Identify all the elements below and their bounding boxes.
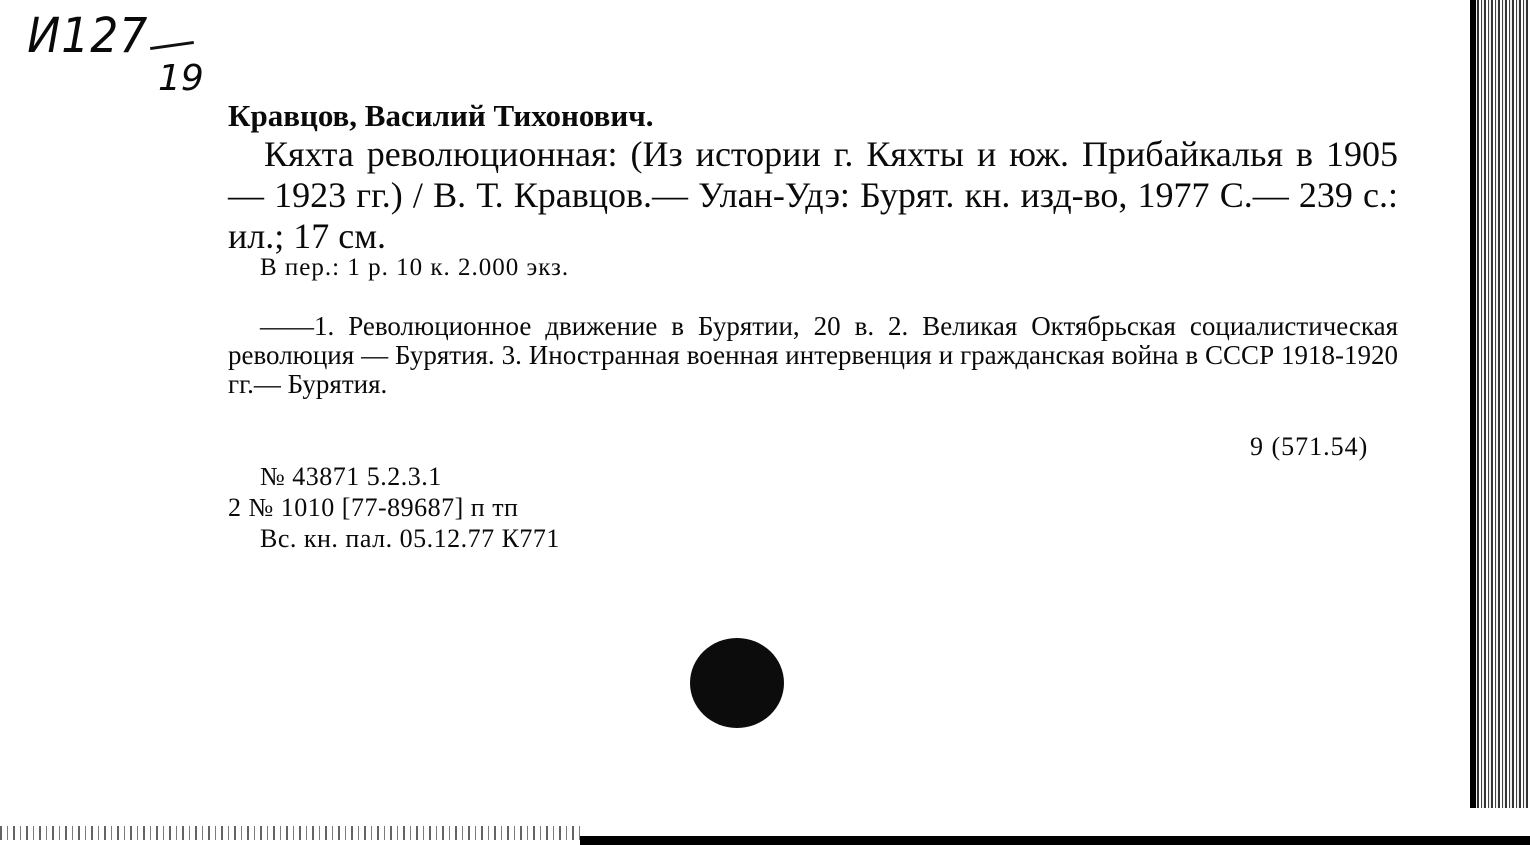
scan-edge-bottom-border: [580, 836, 1530, 845]
scan-edge-right-border: [1470, 0, 1476, 808]
handwritten-call-number: И127: [27, 8, 149, 64]
scan-edge-bottom-noise: [0, 826, 580, 840]
title-text: Кяхта революционная: (Из истории г. Кяхты и юж. Прибайкалья в 1905 — 1923 гг.) / В. Т. Кравцов.— Улан-Удэ: Бурят. кн. изд-во, 1977 С.— 239 с.: ил.; 17 см.: [228, 134, 1398, 256]
accession-line-1: № 43871 5.2.3.1: [260, 462, 442, 491]
accession-line-3: Вс. кн. пал. 05.12.77 К771: [260, 524, 560, 553]
classification-index: 9 (571.54): [1250, 432, 1369, 461]
subject-headings: [228, 312, 1398, 399]
handwritten-fraction-bar: [150, 41, 194, 50]
author-heading: Кравцов, Василий Тихонович.: [228, 98, 654, 133]
scan-edge-right: [1470, 0, 1530, 808]
subject-text: ——1. Революционное движение в Бурятии, 20 в. 2. Великая Октябрьская социалистическая революция — Бурятия. 3. Иностранная военная интервенция и гражданская война в СССР 1918-1920 гг.— Бурятия.: [228, 311, 1398, 399]
title-description: [228, 134, 1398, 257]
accession-line-2: 2 № 1010 [77-89687] п тп: [228, 493, 519, 522]
handwritten-call-number-sub: 19: [158, 58, 204, 99]
price-edition: В пер.: 1 р. 10 к. 2.000 экз.: [260, 254, 570, 281]
punch-hole: [690, 638, 784, 728]
